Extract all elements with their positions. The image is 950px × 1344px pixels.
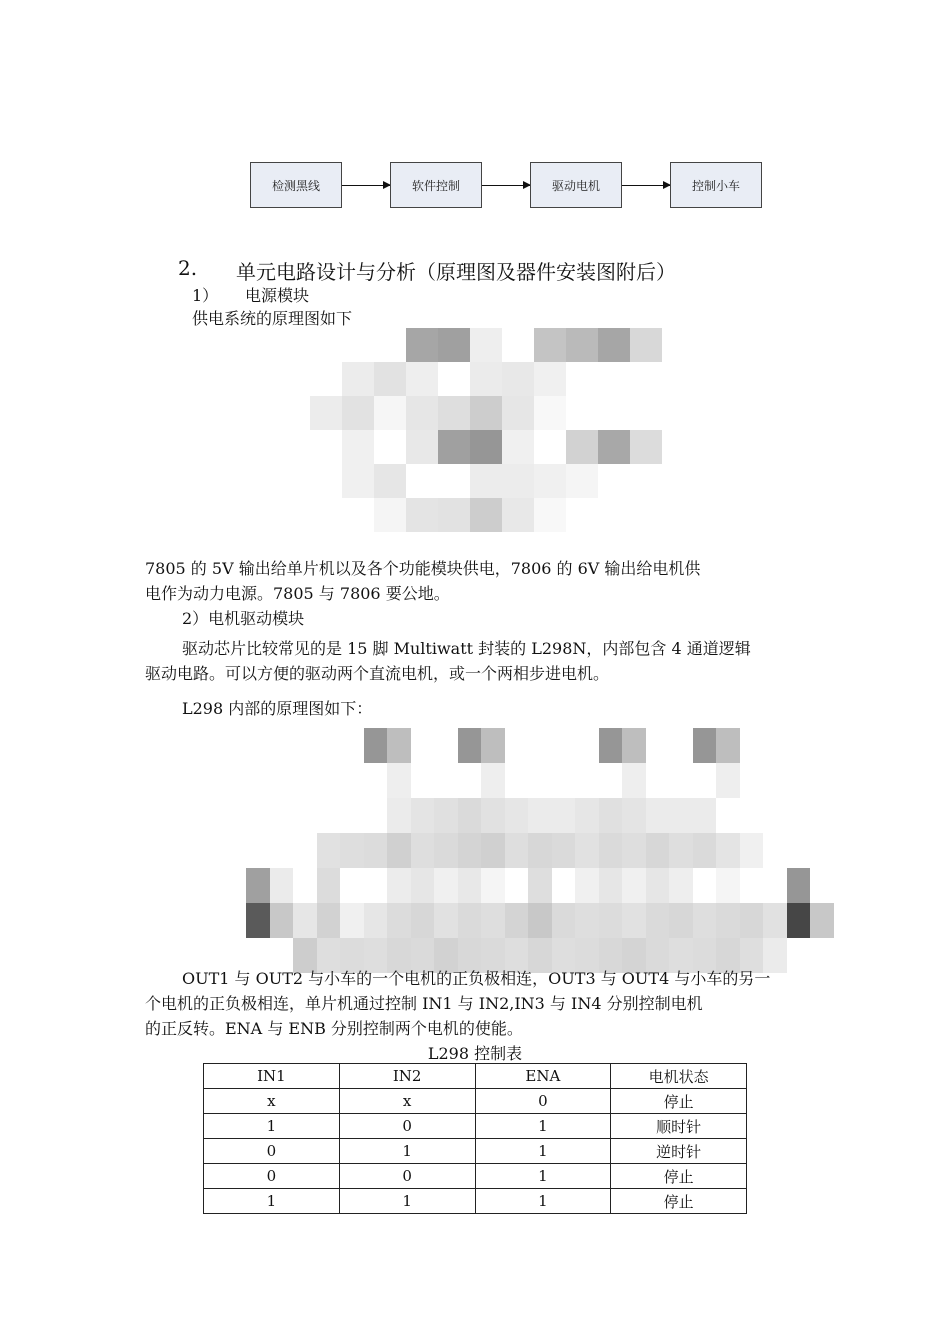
table-cell: 1 xyxy=(475,1164,611,1189)
pixel-block xyxy=(481,868,505,903)
out-desc-line: 个电机的正负极相连，单片机通过控制 IN1 与 IN2,IN3 与 IN4 分别控制电机 xyxy=(145,994,703,1013)
pixel-block xyxy=(411,868,435,903)
pixel-block xyxy=(502,430,534,464)
pixel-block xyxy=(387,833,411,868)
pixel-block xyxy=(406,362,438,396)
pixel-block xyxy=(342,396,374,430)
pixel-block xyxy=(575,868,599,903)
table-cell: 1 xyxy=(475,1189,611,1214)
pixel-block xyxy=(387,798,411,833)
table-header-cell: IN2 xyxy=(339,1064,475,1089)
pixel-block xyxy=(716,763,740,798)
pixel-block xyxy=(406,396,438,430)
power-desc-line: 7805 的 5V 输出给单片机以及各个功能模块供电，7806 的 6V 输出给电机供 xyxy=(145,559,701,578)
table-cell: 1 xyxy=(204,1189,340,1214)
pixel-block xyxy=(317,868,341,903)
pixel-block xyxy=(505,833,529,868)
pixel-block xyxy=(534,464,566,498)
pixel-block xyxy=(406,328,438,362)
table-header-cell: 电机状态 xyxy=(611,1064,747,1089)
table-cell: 顺时针 xyxy=(611,1114,747,1139)
pixel-block xyxy=(716,903,740,938)
pixel-block xyxy=(599,798,623,833)
pixel-block xyxy=(387,763,411,798)
table-cell: x xyxy=(339,1089,475,1114)
pixel-block xyxy=(434,833,458,868)
pixel-block xyxy=(693,798,717,833)
pixel-block xyxy=(646,903,670,938)
pixel-block xyxy=(552,903,576,938)
pixel-block xyxy=(438,328,470,362)
pixel-block xyxy=(438,396,470,430)
pixel-block xyxy=(622,798,646,833)
pixel-block xyxy=(693,833,717,868)
pixel-block xyxy=(693,903,717,938)
pixel-block xyxy=(374,396,406,430)
pixel-block xyxy=(406,430,438,464)
pixel-block xyxy=(317,833,341,868)
pixel-block xyxy=(270,903,294,938)
pixel-block xyxy=(438,498,470,532)
pixel-block xyxy=(364,903,388,938)
pixel-block xyxy=(374,362,406,396)
table-cell: 0 xyxy=(204,1139,340,1164)
l298-control-table xyxy=(203,1063,747,1214)
table-cell: 0 xyxy=(339,1114,475,1139)
table-cell: 停止 xyxy=(611,1089,747,1114)
pixel-block xyxy=(458,728,482,763)
pixel-block xyxy=(669,833,693,868)
pixel-block xyxy=(470,396,502,430)
pixel-block xyxy=(528,868,552,903)
power-title: 电源模块 xyxy=(245,286,310,305)
table-caption: L298 控制表 xyxy=(427,1044,523,1063)
flow-box-car: 控制小车 xyxy=(670,162,762,208)
flow-arrow xyxy=(342,185,390,186)
pixel-block xyxy=(740,833,764,868)
pixel-block xyxy=(646,798,670,833)
pixel-block xyxy=(387,868,411,903)
pixel-block xyxy=(552,833,576,868)
table-row xyxy=(204,1189,747,1214)
pixel-block xyxy=(622,868,646,903)
pixel-block xyxy=(481,798,505,833)
flow-arrow xyxy=(622,185,670,186)
pixel-block xyxy=(342,464,374,498)
pixel-block xyxy=(458,868,482,903)
pixel-block xyxy=(502,362,534,396)
pixel-block xyxy=(246,903,270,938)
pixel-block xyxy=(740,903,764,938)
flow-box-detect: 检测黑线 xyxy=(250,162,342,208)
power-number: 1） xyxy=(192,286,219,305)
pixel-block xyxy=(566,328,598,362)
table-cell: x xyxy=(204,1089,340,1114)
pixel-block xyxy=(458,798,482,833)
pixel-block xyxy=(434,868,458,903)
pixel-block xyxy=(528,833,552,868)
pixel-block xyxy=(505,798,529,833)
pixel-block xyxy=(340,903,364,938)
pixel-block xyxy=(411,798,435,833)
pixel-block xyxy=(716,833,740,868)
pixel-block xyxy=(575,798,599,833)
pixel-block xyxy=(552,798,576,833)
pixel-block xyxy=(669,868,693,903)
pixel-block xyxy=(481,763,505,798)
pixel-block xyxy=(630,328,662,362)
out-desc-line: OUT1 与 OUT2 与小车的一个电机的正负极相连，OUT3 与 OUT4 与小车的另一 xyxy=(182,969,771,988)
pixel-block xyxy=(374,498,406,532)
pixel-block xyxy=(716,728,740,763)
pixel-block xyxy=(411,903,435,938)
table-row xyxy=(204,1114,747,1139)
table-row xyxy=(204,1139,747,1164)
pixel-block xyxy=(528,798,552,833)
table-cell: 0 xyxy=(339,1164,475,1189)
pixel-block xyxy=(566,430,598,464)
pixel-block xyxy=(364,833,388,868)
pixel-block xyxy=(438,430,470,464)
flow-box-software: 软件控制 xyxy=(390,162,482,208)
pixel-block xyxy=(502,396,534,430)
pixel-block xyxy=(622,728,646,763)
table-cell: 1 xyxy=(475,1139,611,1164)
pixel-block xyxy=(364,728,388,763)
pixel-block xyxy=(599,868,623,903)
table-cell: 逆时针 xyxy=(611,1139,747,1164)
pixel-block xyxy=(630,430,662,464)
pixel-block xyxy=(502,498,534,532)
flow-box-drive: 驱动电机 xyxy=(530,162,622,208)
table-cell: 1 xyxy=(339,1189,475,1214)
table-header-cell: IN1 xyxy=(204,1064,340,1089)
pixel-block xyxy=(599,903,623,938)
pixel-block xyxy=(470,464,502,498)
motor-para-line: 驱动芯片比较常见的是 15 脚 Multiwatt 封装的 L298N，内部包含 4 通道逻辑 xyxy=(182,639,751,658)
pixel-block xyxy=(406,498,438,532)
pixel-block xyxy=(481,728,505,763)
table-cell: 停止 xyxy=(611,1189,747,1214)
pixel-block xyxy=(693,728,717,763)
table-header-row xyxy=(204,1064,747,1089)
pixel-block xyxy=(646,868,670,903)
pixel-block xyxy=(646,833,670,868)
pixel-block xyxy=(342,430,374,464)
pixel-block xyxy=(481,903,505,938)
pixel-block xyxy=(575,833,599,868)
motor-title: 2）电机驱动模块 xyxy=(182,609,305,628)
table-cell: 停止 xyxy=(611,1164,747,1189)
pixel-block xyxy=(270,868,294,903)
pixel-block xyxy=(374,464,406,498)
pixel-block xyxy=(458,903,482,938)
section-number: 2. xyxy=(178,256,198,280)
table-cell: 0 xyxy=(475,1089,611,1114)
pixel-block xyxy=(310,396,342,430)
pixel-block xyxy=(528,903,552,938)
motor-para-line: 驱动电路。可以方便的驱动两个直流电机，或一个两相步进电机。 xyxy=(145,664,610,683)
pixel-block xyxy=(599,728,623,763)
pixel-block xyxy=(534,328,566,362)
flow-arrow xyxy=(482,185,530,186)
pixel-block xyxy=(810,903,834,938)
section-title: 单元电路设计与分析（原理图及器件安装图附后） xyxy=(236,260,676,284)
out-desc-line: 的正反转。ENA 与 ENB 分别控制两个电机的使能。 xyxy=(145,1019,523,1038)
table-row xyxy=(204,1089,747,1114)
pixel-block xyxy=(534,396,566,430)
pixel-block xyxy=(787,868,811,903)
table-row xyxy=(204,1164,747,1189)
pixel-block xyxy=(716,868,740,903)
pixel-block xyxy=(505,903,529,938)
pixel-block xyxy=(669,903,693,938)
pixel-block xyxy=(598,430,630,464)
pixel-block xyxy=(669,798,693,833)
pixel-block xyxy=(622,903,646,938)
pixel-block xyxy=(763,903,787,938)
pixel-block xyxy=(293,903,317,938)
pixel-block xyxy=(598,328,630,362)
pixel-block xyxy=(434,798,458,833)
pixel-block xyxy=(387,728,411,763)
pixel-block xyxy=(534,362,566,396)
pixel-block xyxy=(458,833,482,868)
pixel-block xyxy=(387,903,411,938)
pixel-block xyxy=(342,362,374,396)
table-cell: 0 xyxy=(204,1164,340,1189)
pixel-block xyxy=(411,833,435,868)
l298-intro: L298 内部的原理图如下： xyxy=(182,699,373,718)
pixel-block xyxy=(575,903,599,938)
pixel-block xyxy=(534,498,566,532)
pixel-block xyxy=(340,833,364,868)
pixel-block xyxy=(481,833,505,868)
pixel-block xyxy=(434,903,458,938)
pixel-block xyxy=(317,903,341,938)
pixel-block xyxy=(502,464,534,498)
table-header-cell: ENA xyxy=(475,1064,611,1089)
pixel-block xyxy=(246,868,270,903)
pixel-block xyxy=(470,498,502,532)
pixel-block xyxy=(622,833,646,868)
pixel-block xyxy=(599,833,623,868)
pixel-block xyxy=(622,763,646,798)
table-cell: 1 xyxy=(204,1114,340,1139)
table-cell: 1 xyxy=(339,1139,475,1164)
power-desc-line: 电作为动力电源。7805 与 7806 要公地。 xyxy=(145,584,450,603)
pixel-block xyxy=(787,903,811,938)
power-intro: 供电系统的原理图如下 xyxy=(192,309,353,328)
pixel-block xyxy=(566,464,598,498)
table-cell: 1 xyxy=(475,1114,611,1139)
pixel-block xyxy=(470,430,502,464)
pixel-block xyxy=(470,362,502,396)
pixel-block xyxy=(470,328,502,362)
